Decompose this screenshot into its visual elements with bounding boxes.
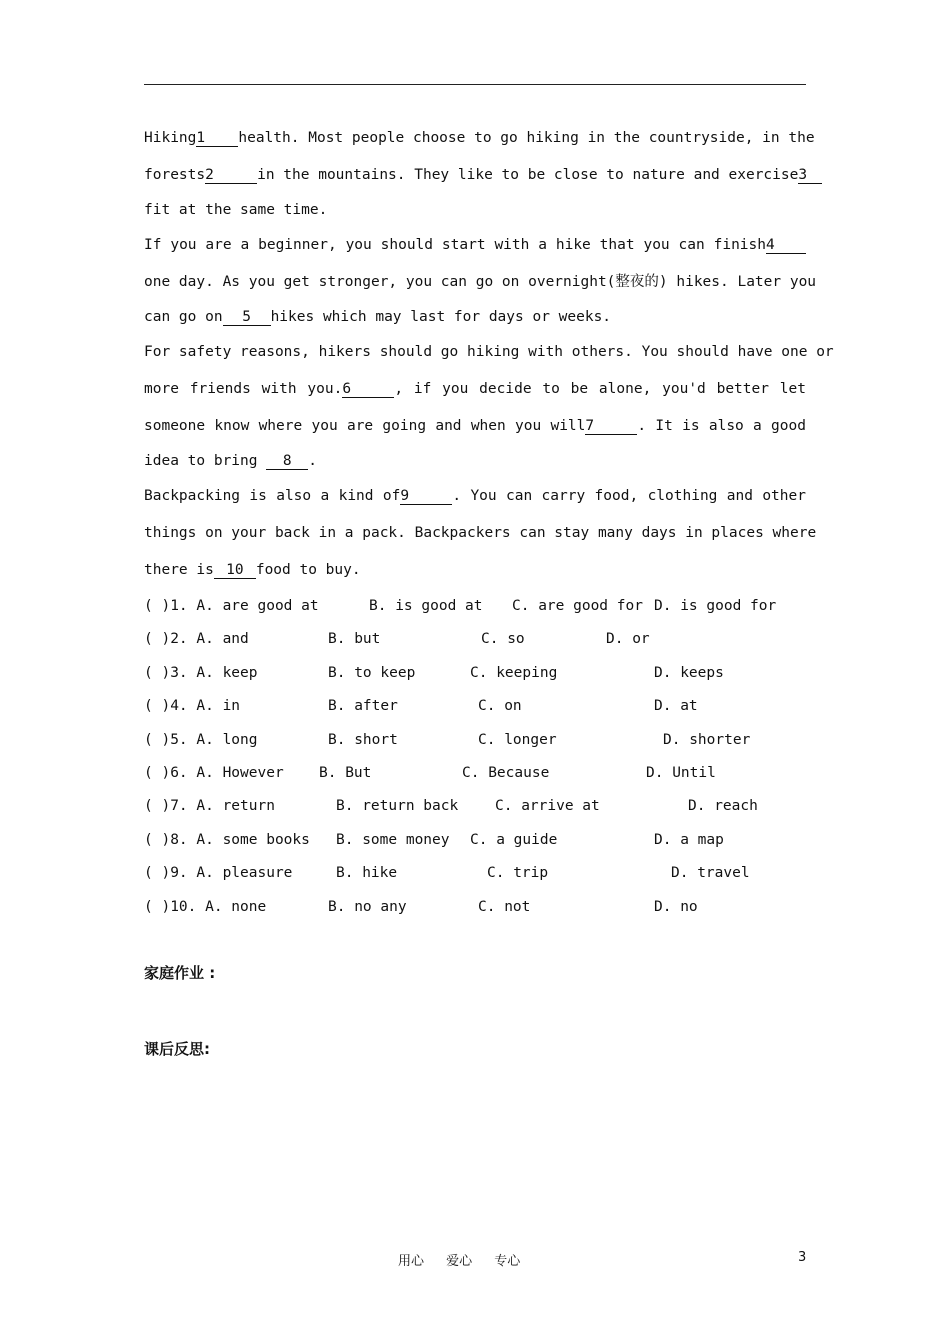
option-a[interactable]: ( )8. A. some books xyxy=(144,831,310,848)
header-rule xyxy=(144,84,806,85)
option-d[interactable]: D. shorter xyxy=(663,731,751,748)
option-a[interactable]: ( )10. A. none xyxy=(144,898,267,915)
option-c[interactable]: C. so xyxy=(481,631,525,648)
option-a[interactable]: ( )3. A. keep xyxy=(144,664,258,681)
blank-7[interactable]: 7 xyxy=(585,418,637,435)
option-c[interactable]: C. on xyxy=(478,698,522,715)
passage-line: idea to bring 8 . xyxy=(144,453,317,469)
option-a[interactable]: ( )9. A. pleasure xyxy=(144,865,293,882)
option-b[interactable]: B. some money xyxy=(336,831,450,848)
footer-motto: 用心 爱心 专心 xyxy=(398,1254,521,1269)
option-a[interactable]: ( )6. A. However xyxy=(144,764,284,781)
question-row xyxy=(144,623,824,656)
passage-line: forests2 in the mountains. They like to be close to nature and exercise3 xyxy=(144,157,806,194)
question-row xyxy=(144,657,824,690)
passage-line: someone know where you are going and when you will7 . It is also a good xyxy=(144,418,806,434)
option-c[interactable]: C. are good for xyxy=(512,598,643,614)
passage-line: For safety reasons, hikers should go hiking with others. You should have one or xyxy=(144,344,834,360)
question-row xyxy=(144,824,824,857)
passage-line: things on your back in a pack. Backpackers can stay many days in places where xyxy=(144,525,817,541)
option-d[interactable]: D. Until xyxy=(646,764,716,781)
passage-line: more friends with you.6 , if you decide to be alone, you'd better let xyxy=(144,381,806,397)
blank-6[interactable]: 6 xyxy=(342,381,394,398)
page-number: 3 xyxy=(798,1250,807,1265)
option-d[interactable]: D. at xyxy=(654,698,698,715)
option-a[interactable]: ( )2. A. and xyxy=(144,631,249,648)
blank-3[interactable]: 3 xyxy=(798,167,822,184)
option-b[interactable]: B. is good at xyxy=(369,598,483,614)
option-c[interactable]: C. trip xyxy=(487,865,549,882)
option-d[interactable]: D. or xyxy=(606,631,650,648)
blank-10[interactable]: 10 xyxy=(214,562,256,579)
question-row xyxy=(144,757,824,790)
blank-8[interactable]: 8 xyxy=(266,453,308,470)
option-c[interactable]: C. a guide xyxy=(470,831,558,848)
multiple-choice-list xyxy=(144,590,824,924)
passage-line: Backpacking is also a kind of9 . You can carry food, clothing and other xyxy=(144,488,806,504)
option-c[interactable]: C. Because xyxy=(462,764,550,781)
option-d[interactable]: D. reach xyxy=(688,798,758,815)
option-b[interactable]: B. after xyxy=(328,698,398,715)
option-d[interactable]: D. no xyxy=(654,898,698,915)
option-b[interactable]: B. but xyxy=(328,631,381,648)
option-c[interactable]: C. arrive at xyxy=(495,798,600,815)
blank-4[interactable]: 4 xyxy=(766,237,806,254)
option-d[interactable]: D. is good for xyxy=(654,598,777,614)
option-b[interactable]: B. short xyxy=(328,731,398,748)
passage-line: fit at the same time. xyxy=(144,202,328,218)
option-c[interactable]: C. keeping xyxy=(470,664,558,681)
question-row xyxy=(144,690,824,723)
question-row xyxy=(144,857,824,890)
option-d[interactable]: D. travel xyxy=(671,865,750,882)
reflection-heading: 课后反思: xyxy=(144,1040,210,1058)
option-b[interactable]: B. But xyxy=(319,764,372,781)
passage-line: there is 10 food to buy. xyxy=(144,562,361,578)
option-d[interactable]: D. keeps xyxy=(654,664,724,681)
option-d[interactable]: D. a map xyxy=(654,831,724,848)
reading-passage xyxy=(144,120,834,589)
option-a[interactable]: ( )5. A. long xyxy=(144,731,258,748)
blank-1[interactable]: 1 xyxy=(196,130,238,147)
passage-line: Hiking1 health. Most people choose to go hiking in the countryside, in the xyxy=(144,130,815,146)
blank-5[interactable]: 5 xyxy=(223,309,271,326)
option-b[interactable]: B. return back xyxy=(336,798,459,815)
homework-heading: 家庭作业 : xyxy=(144,964,216,982)
option-b[interactable]: B. to keep xyxy=(328,664,416,681)
question-row xyxy=(144,590,824,623)
passage-line: If you are a beginner, you should start with a hike that you can finish4 xyxy=(144,227,806,264)
option-c[interactable]: C. longer xyxy=(478,731,557,748)
question-row xyxy=(144,891,824,924)
question-row xyxy=(144,724,824,757)
option-b[interactable]: B. no any xyxy=(328,898,407,915)
question-row xyxy=(144,790,824,823)
option-b[interactable]: B. hike xyxy=(336,865,398,882)
option-c[interactable]: C. not xyxy=(478,898,531,915)
passage-line: one day. As you get stronger, you can go on overnight(整夜的) hikes. Later you xyxy=(144,274,817,290)
passage-line: can go on 5 hikes which may last for days or weeks. xyxy=(144,309,612,325)
blank-2[interactable]: 2 xyxy=(205,167,257,184)
blank-9[interactable]: 9 xyxy=(400,488,452,505)
option-a[interactable]: ( )7. A. return xyxy=(144,798,275,815)
option-a[interactable]: ( )4. A. in xyxy=(144,698,241,715)
option-a[interactable]: ( )1. A. are good at xyxy=(144,598,319,614)
